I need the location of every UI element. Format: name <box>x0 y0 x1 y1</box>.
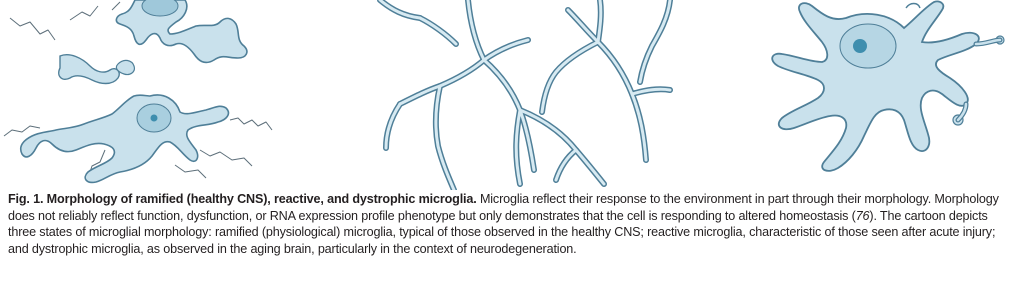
caption-text-part-2: ). The cartoon depicts three states of microglial morphology: ramified (physiological) microglia, typical of those observed in the healthy CNS; reactive microglia, characteristic of those seen after acute injury; and dystrophic microglia, as observed in the aging brain, particularly in the context of neurodegeneration. <box>8 208 996 256</box>
dystrophic-microglia-illustration <box>772 1 1004 170</box>
caption-title: Fig. 1. Morphology of ramified (healthy CNS), reactive, and dystrophic microglia. <box>8 192 477 206</box>
caption-reference: 76 <box>855 208 870 223</box>
caption-text-part-1: Microglia reflect their response to the environment in part through their morphology. Morphology does not reliably reflect function, dysfunction, or RNA expression profile phenotype but only demonstrates that the cell is responding to altered homeostasis ( <box>8 192 999 223</box>
figure-caption <box>8 191 1014 257</box>
ramified-microglia-illustration <box>4 0 272 182</box>
reactive-microglia-illustration <box>380 0 670 190</box>
